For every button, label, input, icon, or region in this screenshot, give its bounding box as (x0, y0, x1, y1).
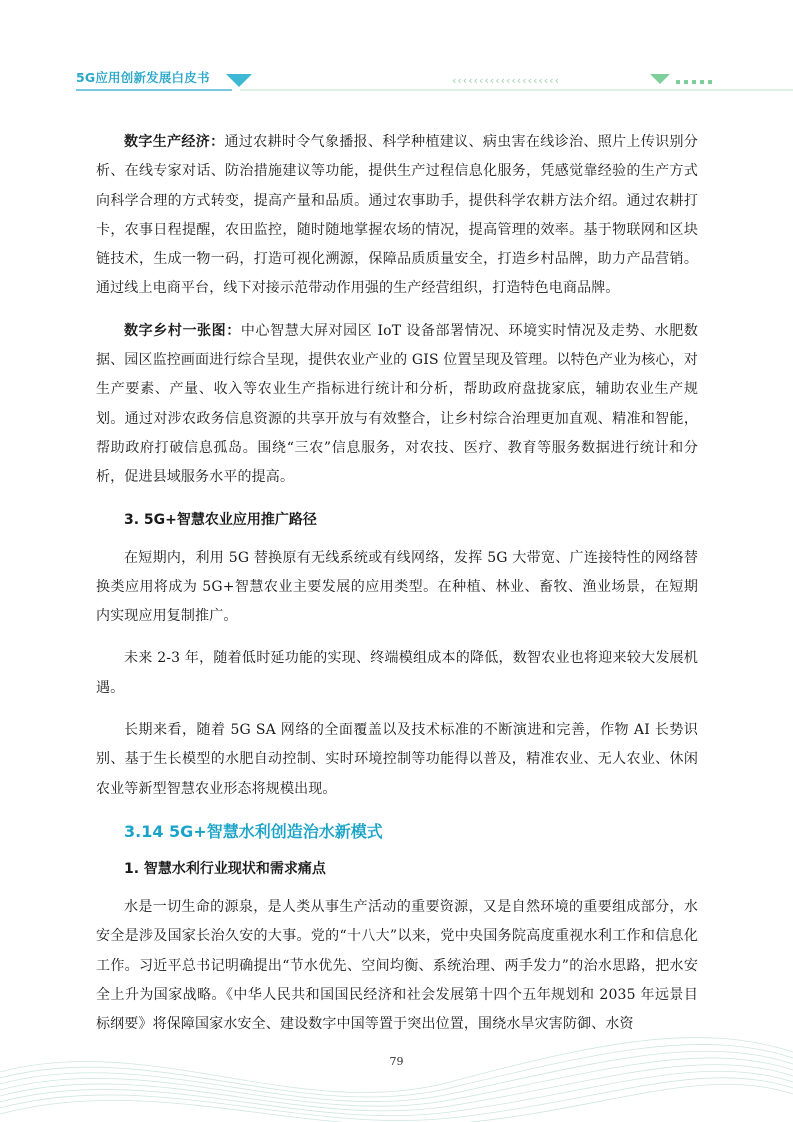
paragraph-text: 通过农耕时令气象播报、科学种植建议、病虫害在线诊治、照片上传识别分析、在线专家对话、防治措施建议等功能，提供生产过程信息化服务，凭感觉靠经验的生产方式向科学合理的方式转变，提高产量和品质。通过农事助手，提供科学农耕方法介绍。通过农耕打卡，农事日程提醒，农田监控，随时随地掌握农场的情况，提高管理的效率。基于物联网和区块链技术，生成一物一码，打造可视化溯源，保障品质质量安全，打造乡村品牌，助力产品营销。通过线上电商平台，线下对接示范带动作用强的生产经营组织，打造特色电商品牌。 (96, 134, 698, 297)
header-decoration (0, 60, 793, 100)
page-number: 79 (389, 1055, 404, 1068)
document-title: 5G应用创新发展白皮书 (76, 70, 210, 85)
section-title: 3.14 5G+智慧水利创造治水新模式 (124, 821, 383, 841)
paragraph-digital-village-map (96, 317, 698, 493)
heading-water-status: 1. 智慧水利行业现状和需求痛点 (124, 860, 326, 877)
header-chevrons: ‹‹‹‹‹‹‹‹‹‹‹‹‹‹‹‹‹‹‹‹ (452, 74, 560, 87)
paragraph-lead: 数字乡村一张图： (124, 322, 241, 339)
paragraph-short-term: 在短期内，利用 5G 替换原有无线系统或有线网络，发挥 5G 大带宽、广连接特性的网络替换类应用将成为 5G+智慧农业主要发展的应用类型。在种植、林业、畜牧、渔业场景，在短期内实现应用复制推广。 (96, 549, 698, 625)
paragraph-digital-production (96, 128, 698, 304)
page-content (96, 128, 698, 1052)
heading-promotion-path: 3. 5G+智慧农业应用推广路径 (124, 511, 317, 528)
paragraph-long-term: 长期来看，随着 5G SA 网络的全面覆盖以及技术标准的不断演进和完善，作物 AI 长势识别、基于生长模型的水肥自动控制、实时环境控制等功能得以普及，精准农业、无人农业、休闲农业等新型智慧农业形态将规模出现。 (96, 722, 698, 797)
paragraph-text: 中心智慧大屏对园区 IoT 设备部署情况、环境实时情况及走势、水肥数据、园区监控画面进行综合呈现，提供农业产业的 GIS 位置呈现及管理。以特色产业为核心，对生产要素、产量、收入等农业生产指标进行统计和分析，帮助政府盘拢家底，辅助农业生产规划。通过对涉农政务信息资源的共享开放与有效整合，让乡村综合治理更加直观、精准和智能，帮助政府打破信息孤岛。围绕“三农”信息服务，对农技、医疗、教育等服务数据进行统计和分析，促进县域服务水平的提高。 (96, 322, 699, 486)
page-header (0, 0, 793, 100)
paragraph-lead: 数字生产经济： (124, 134, 225, 150)
paragraph-mid-term: 未来 2-3 年，随着低时延功能的实现、终端模组成本的降低，数智农业也将迎来较大发展机遇。 (96, 650, 698, 696)
paragraph-water-intro: 水是一切生命的源泉，是人类从事生产活动的重要资源，又是自然环境的重要组成部分，水安全是涉及国家长治久安的大事。党的“十八大”以来，党中央国务院高度重视水利工作和信息化工作。习近平总书记明确提出“节水优先、空间均衡、系统治理、两手发力”的治水思路，把水安全上升为国家战略。《中华人民共和国国民经济和社会发展第十四个五年规划和 2035 年远景目标纲要》将保障国家水安全、建设数字中国等置于突出位置，围绕水旱灾害防御、水资 (96, 898, 698, 1033)
